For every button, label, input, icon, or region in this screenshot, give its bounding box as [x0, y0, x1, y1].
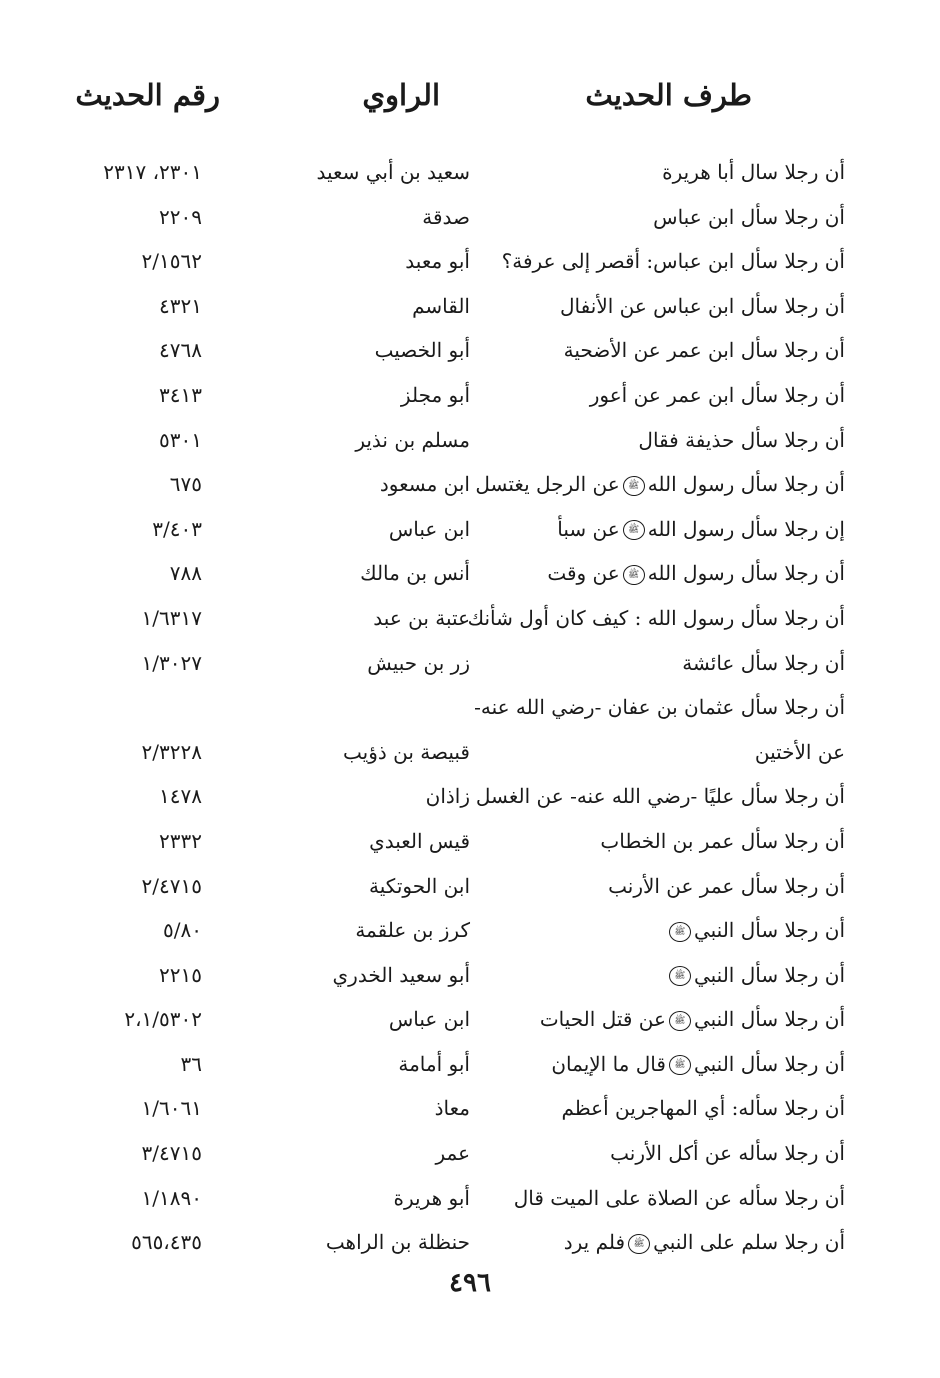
- salutation-icon: ﷺ: [669, 966, 691, 986]
- table-row: [0, 241, 940, 286]
- hadith-number: ٢/٣٢٢٨: [141, 739, 202, 764]
- table-row: [0, 866, 940, 911]
- hadith-text: أن رجلا سأل حذيفة فقال: [638, 427, 845, 452]
- hadith-number: ٢،١/٥٣٠٢: [124, 1007, 202, 1032]
- hadith-text: عن الأختين: [754, 739, 845, 764]
- hadith-text-after: قال ما الإيمان: [551, 1051, 666, 1076]
- hadith-text-before: أن رجلا سأل رسول الله: [647, 561, 845, 586]
- narrator-name: ابن الحوتكية: [369, 873, 470, 898]
- hadith-text-before: أن رجلا سلم على النبي: [653, 1230, 845, 1255]
- table-row: [0, 687, 940, 732]
- narrator-name: أبو هريرة: [393, 1185, 470, 1210]
- narrator-name: زر بن حبيش: [367, 650, 470, 675]
- narrator-name: أنس بن مالك: [360, 561, 470, 586]
- hadith-text: أن رجلا سأل ابن عباس عن الأنفال: [560, 293, 845, 318]
- hadith-text-before: أن رجلا سأل النبي: [693, 1051, 845, 1076]
- salutation-icon: ﷺ: [623, 476, 645, 496]
- hadith-text: أن رجلا سأله عن أكل الأرنب: [610, 1141, 845, 1166]
- hadith-number: ٣/٤٠٣: [152, 516, 202, 541]
- narrator-name: زاذان: [425, 784, 470, 809]
- hadith-text-before: أن رجلا سأل النبي: [693, 1007, 845, 1032]
- table-row: [0, 776, 940, 821]
- table-row: [0, 1133, 940, 1178]
- hadith-text: أن رجلا سأل رسول الله : كيف كان أول شأنك: [467, 605, 845, 630]
- narrator-name: ابن عباس: [388, 1007, 470, 1032]
- table-row: [0, 464, 940, 509]
- page-number: ٤٩٦: [449, 1268, 491, 1298]
- table-row: [0, 509, 940, 554]
- narrator-name: قبيصة بن ذؤيب: [343, 739, 470, 764]
- hadith-number: ١/٦٣١٧: [141, 605, 202, 630]
- salutation-icon: ﷺ: [669, 922, 691, 942]
- hadith-number: ١/٣٠٢٧: [141, 650, 202, 675]
- salutation-icon: ﷺ: [623, 520, 645, 540]
- table-row: [0, 152, 940, 197]
- hadith-text-before: أن رجلا سأل النبي: [693, 918, 845, 943]
- hadith-text: أن رجلا سأل عمر عن الأرنب: [608, 873, 845, 898]
- hadith-number: ٤٣٢١: [159, 293, 202, 318]
- table-row: [0, 330, 940, 375]
- hadith-number: ٤٧٦٨: [159, 338, 202, 363]
- narrator-name: حنظلة بن الراهب: [325, 1230, 470, 1255]
- narrator-name: كرز بن علقمة: [355, 918, 470, 943]
- hadith-number: ٥/٨٠: [163, 918, 202, 943]
- narrator-name: أبو معبد: [405, 249, 470, 274]
- table-row: [0, 375, 940, 420]
- hadith-text: [475, 464, 845, 504]
- hadith-number: ٦٧٥: [169, 472, 202, 497]
- hadith-number: ٥٣٠١: [159, 427, 202, 452]
- hadith-text: [557, 509, 845, 549]
- salutation-icon: ﷺ: [628, 1234, 650, 1254]
- hadith-text: أن رجلا سأله عن الصلاة على الميت قال: [513, 1185, 845, 1210]
- hadith-text: أن رجلا سأل ابن عباس: أقصر إلى عرفة؟: [501, 249, 845, 274]
- hadith-text: أن رجلا سأل عليًا -رضي الله عنه- عن الغسل: [475, 784, 845, 809]
- table-row: [0, 420, 940, 465]
- table-row: [0, 821, 940, 866]
- table-row: [0, 286, 940, 331]
- hadith-number: ٢٣٠١، ٢٣١٧: [103, 160, 202, 184]
- salutation-icon: ﷺ: [669, 1055, 691, 1075]
- hadith-text: أن رجلا سأله: أي المهاجرين أعظم: [561, 1096, 845, 1121]
- narrator-name: قيس العبدي: [369, 828, 470, 853]
- hadith-text-after: عن الرجل يغتسل: [475, 472, 620, 497]
- narrator-name: مسلم بن نذير: [355, 427, 470, 452]
- hadith-text: أن رجلا سأل عمر بن الخطاب: [600, 828, 845, 853]
- hadith-text: أن رجلا سأل ابن عمر عن أعور: [589, 382, 845, 407]
- table-row: [0, 643, 940, 688]
- narrator-name: أبو سعيد الخدري: [332, 962, 470, 987]
- narrator-name: أبو أمامة: [398, 1051, 470, 1076]
- hadith-number: ٣/٤٧١٥: [141, 1141, 202, 1166]
- narrator-name: ابن عباس: [388, 516, 470, 541]
- hadith-text-before: أن رجلا سأل رسول الله: [647, 472, 845, 497]
- narrator-name: صدقة: [422, 204, 470, 229]
- hadith-text: [666, 910, 845, 950]
- narrator-name: أبو الخصيب: [374, 338, 470, 363]
- hadith-text: أن رجلا سأل عائشة: [682, 650, 845, 675]
- table-row: [0, 1178, 940, 1223]
- hadith-text: [564, 1222, 845, 1262]
- hadith-text: [547, 553, 845, 593]
- hadith-number: ٣٤١٣: [159, 382, 202, 407]
- table-row: [0, 1044, 940, 1089]
- hadith-text-before: أن رجلا سأل النبي: [693, 962, 845, 987]
- hadith-text: [551, 1044, 845, 1084]
- table-row: [0, 1222, 940, 1267]
- table-row: [0, 732, 940, 777]
- table-row: [0, 999, 940, 1044]
- table-row: [0, 598, 940, 643]
- table-row: [0, 197, 940, 242]
- hadith-text: أن رجلا سأل ابن عمر عن الأضحية: [563, 338, 845, 363]
- hadith-text: أن رجلا سال أبا هريرة: [662, 160, 845, 184]
- table-header: [0, 78, 940, 128]
- hadith-number: ٢/٤٧١٥: [141, 873, 202, 898]
- hadith-number: ٢٣٣٢: [159, 828, 202, 853]
- hadith-text-after: عن سبأ: [557, 516, 620, 541]
- narrator-name: عمر: [435, 1141, 470, 1166]
- narrator-name: أبو مجلز: [400, 382, 470, 407]
- hadith-text-after: عن وقت: [547, 561, 620, 586]
- index-rows: [0, 152, 940, 1267]
- hadith-text-after: عن قتل الحيات: [539, 1007, 666, 1032]
- salutation-icon: ﷺ: [623, 565, 645, 585]
- hadith-number: ٥٦٥،٤٣٥: [131, 1230, 202, 1255]
- hadith-number: ١/٦٠٦١: [141, 1096, 202, 1121]
- narrator-name: عتبة بن عبد: [373, 605, 470, 630]
- hadith-number: ٣٦: [180, 1051, 202, 1076]
- salutation-icon: ﷺ: [669, 1011, 691, 1031]
- hadith-text: [540, 999, 845, 1039]
- hadith-text: [666, 955, 845, 995]
- hadith-number: ٢٢١٥: [159, 962, 202, 987]
- header-narrator: الراوي: [362, 78, 440, 112]
- narrator-name: القاسم: [412, 293, 470, 318]
- hadith-text: أن رجلا سأل ابن عباس: [653, 204, 845, 229]
- table-row: [0, 955, 940, 1000]
- header-number: رقم الحديث: [75, 78, 220, 112]
- hadith-number: ٢٢٠٩: [159, 204, 202, 229]
- hadith-number: ٧٨٨: [169, 561, 202, 586]
- narrator-name: معاذ: [434, 1096, 470, 1121]
- table-row: [0, 553, 940, 598]
- hadith-number: ٢/١٥٦٢: [141, 249, 202, 274]
- hadith-text: أن رجلا سأل عثمان بن عفان -رضي الله عنه-: [474, 695, 845, 720]
- table-row: [0, 1088, 940, 1133]
- narrator-name: ابن مسعود: [379, 472, 470, 497]
- table-row: [0, 910, 940, 955]
- header-hadith: طرف الحديث: [585, 78, 752, 112]
- hadith-number: ١/١٨٩٠: [141, 1185, 202, 1210]
- hadith-number: ١٤٧٨: [159, 784, 202, 809]
- hadith-text-before: إن رجلا سأل رسول الله: [647, 516, 845, 541]
- hadith-text-after: فلم يرد: [563, 1230, 626, 1255]
- narrator-name: سعيد بن أبي سعيد: [316, 160, 470, 184]
